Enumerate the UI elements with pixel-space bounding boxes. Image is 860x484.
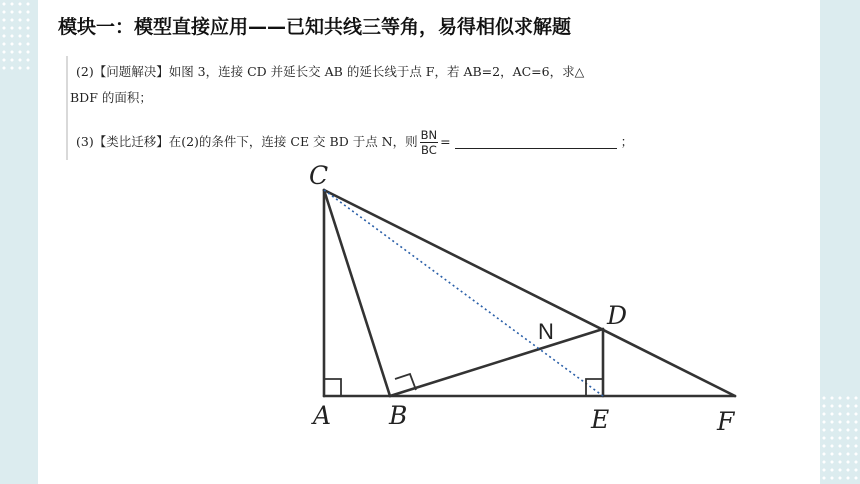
label-n: N [538, 319, 554, 344]
fraction-numerator: BN [420, 128, 438, 142]
label-c: C [309, 161, 329, 190]
problem-part3-prefix: (3)【类比迁移】在(2)的条件下，连接 CE 交 BD 于点 N，则 [76, 134, 418, 149]
segment-cb [324, 190, 390, 396]
equals-sign: = [440, 134, 451, 149]
label-d: D [607, 301, 628, 330]
section-heading: 模块一：模型直接应用——已知共线三等角，易得相似求解题 [58, 16, 572, 38]
label-e: E [591, 405, 610, 434]
right-angle-mark-e [586, 379, 603, 396]
segment-bd [390, 329, 603, 396]
fraction-denominator: BC [421, 143, 437, 157]
problem-part2-line2: BDF 的面积； [70, 90, 152, 105]
problem-part3-suffix: ； [620, 134, 634, 149]
segment-cf [324, 190, 735, 396]
label-a: A [313, 401, 332, 430]
dotted-segment-ce [324, 190, 603, 396]
label-b: B [389, 401, 408, 430]
problem-part2-line1: (2)【问题解决】如图 3，连接 CD 并延长交 AB 的延长线于点 F，若 AB=2，AC=6，求△ [76, 64, 585, 79]
label-f: F [717, 407, 735, 436]
right-angle-mark-a [324, 379, 341, 396]
